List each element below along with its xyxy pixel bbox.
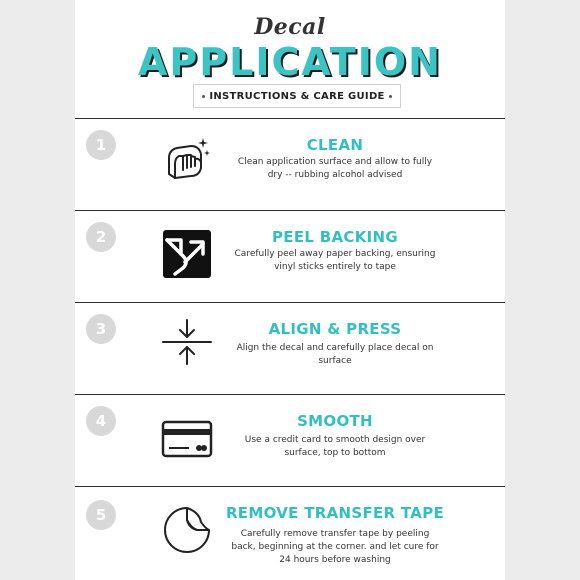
step-description: Clean application surface and allow to fully dry -- rubbing alcohol advised <box>237 157 433 180</box>
script-title: Decal <box>254 14 326 40</box>
step-remove-transfer-tape <box>75 486 505 580</box>
hand-wiping-icon <box>161 134 213 186</box>
guide-sheet <box>75 0 505 580</box>
step-title: PEEL BACKING <box>272 228 398 246</box>
credit-card-icon <box>161 414 213 466</box>
step-title: SMOOTH <box>297 412 373 430</box>
step-description: Use a credit card to smooth design over surface, top to bottom <box>244 435 426 458</box>
step-number: 2 <box>86 222 116 252</box>
step-clean <box>75 118 505 210</box>
align-press-icon <box>161 316 213 368</box>
step-description: Align the decal and carefully place decal on surface <box>236 343 434 366</box>
step-title: CLEAN <box>306 136 364 154</box>
subtitle-text: INSTRUCTIONS & CARE GUIDE <box>209 90 385 102</box>
step-number: 5 <box>86 500 116 530</box>
sticker-peel-icon <box>161 504 213 556</box>
step-description: Carefully remove transfer tape by peeling back, beginning at the corner. and let cure for 24 hours before washing <box>231 529 439 565</box>
step-peel-backing <box>75 210 505 302</box>
main-title: APPLICATION <box>138 40 442 84</box>
step-description: Carefully peel away paper backing, ensuring vinyl sticks entirely to tape <box>234 249 436 272</box>
step-smooth <box>75 394 505 486</box>
step-number: 4 <box>86 406 116 436</box>
subtitle-dot-right <box>389 95 392 98</box>
step-title: ALIGN & PRESS <box>268 320 402 338</box>
step-number: 1 <box>86 130 116 160</box>
subtitle-box <box>193 84 401 108</box>
step-title: REMOVE TRANSFER TAPE <box>225 504 445 522</box>
peel-arrow-icon <box>161 228 213 280</box>
subtitle-dot-left <box>202 95 205 98</box>
step-align-press <box>75 302 505 394</box>
step-number: 3 <box>86 314 116 344</box>
